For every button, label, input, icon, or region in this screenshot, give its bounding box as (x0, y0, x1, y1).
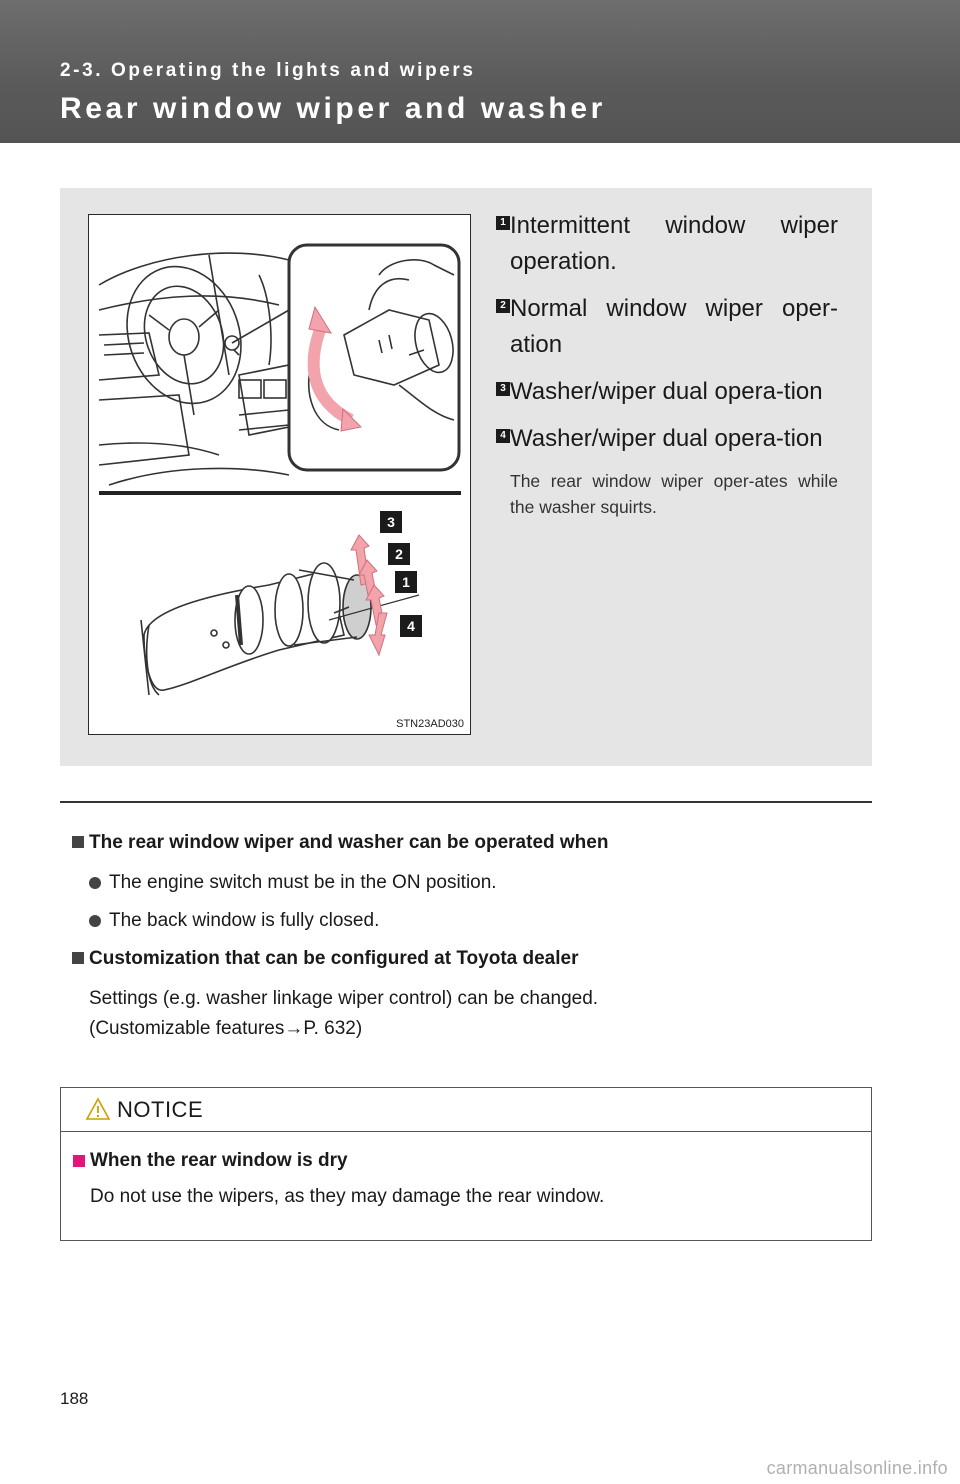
watermark: carmanualsonline.info (766, 1458, 948, 1478)
page-title: Rear window wiper and washer (60, 92, 606, 125)
section-label: 2-3. Operating the lights and wipers (60, 60, 476, 81)
callout-4: 4 (407, 618, 415, 634)
page-number: 188 (60, 1389, 89, 1408)
notice-subheading-text: When the rear window is dry (90, 1150, 348, 1171)
page-header (0, 0, 960, 143)
legend-number: 3 (496, 382, 510, 396)
callout-1: 1 (402, 574, 410, 590)
legend-item (496, 374, 838, 410)
notice-subheading (73, 1150, 348, 1172)
list-item (72, 906, 862, 936)
notice-label: NOTICE (117, 1097, 204, 1122)
notes-heading-text: Customization that can be configured at Toyota dealer (89, 948, 579, 969)
notice-text: Do not use the wipers, as they may damage the rear window. (90, 1186, 605, 1207)
square-bullet-icon (73, 1155, 85, 1167)
figure-box (60, 188, 872, 766)
figure-legend (496, 208, 838, 520)
legend-text: Intermittent window wiper operation. (510, 212, 838, 275)
customization-line: Settings (e.g. washer linkage wiper control) can be changed. (89, 988, 599, 1009)
callout-numbers (380, 511, 422, 637)
cockpit-and-lever-drawing (89, 215, 469, 733)
warning-triangle-icon (85, 1097, 111, 1121)
legend-item (496, 421, 838, 457)
round-bullet-icon (89, 915, 101, 927)
figure-code: STN23AD030 (396, 718, 464, 730)
legend-number: 2 (496, 299, 510, 313)
legend-number: 1 (496, 216, 510, 230)
notes-heading (72, 944, 862, 974)
list-item-text: The engine switch must be in the ON position. (109, 872, 497, 893)
customization-reference: (Customizable features→P. 632) (89, 1018, 363, 1039)
wiper-lever-illustration (88, 214, 471, 735)
square-bullet-icon (72, 952, 84, 964)
notes-heading (72, 828, 862, 858)
notes-heading-text: The rear window wiper and washer can be operated when (89, 832, 609, 853)
legend-text: Washer/wiper dual opera-tion (510, 378, 823, 405)
list-item (72, 868, 862, 898)
legend-text: Washer/wiper dual opera-tion (510, 425, 823, 452)
square-bullet-icon (72, 836, 84, 848)
section-divider (60, 801, 872, 803)
list-item-text: The back window is fully closed. (109, 910, 380, 931)
legend-note: The rear window wiper oper-ates while the washer squirts. (510, 471, 838, 517)
legend-item (496, 208, 838, 280)
notice-header (61, 1088, 871, 1132)
notice-box (60, 1087, 872, 1241)
notes-section (72, 828, 862, 1044)
callout-2: 2 (395, 546, 403, 562)
legend-item (496, 291, 838, 363)
legend-text: Normal window wiper oper-ation (510, 295, 838, 358)
round-bullet-icon (89, 877, 101, 889)
callout-3: 3 (387, 514, 395, 530)
legend-number: 4 (496, 429, 510, 443)
